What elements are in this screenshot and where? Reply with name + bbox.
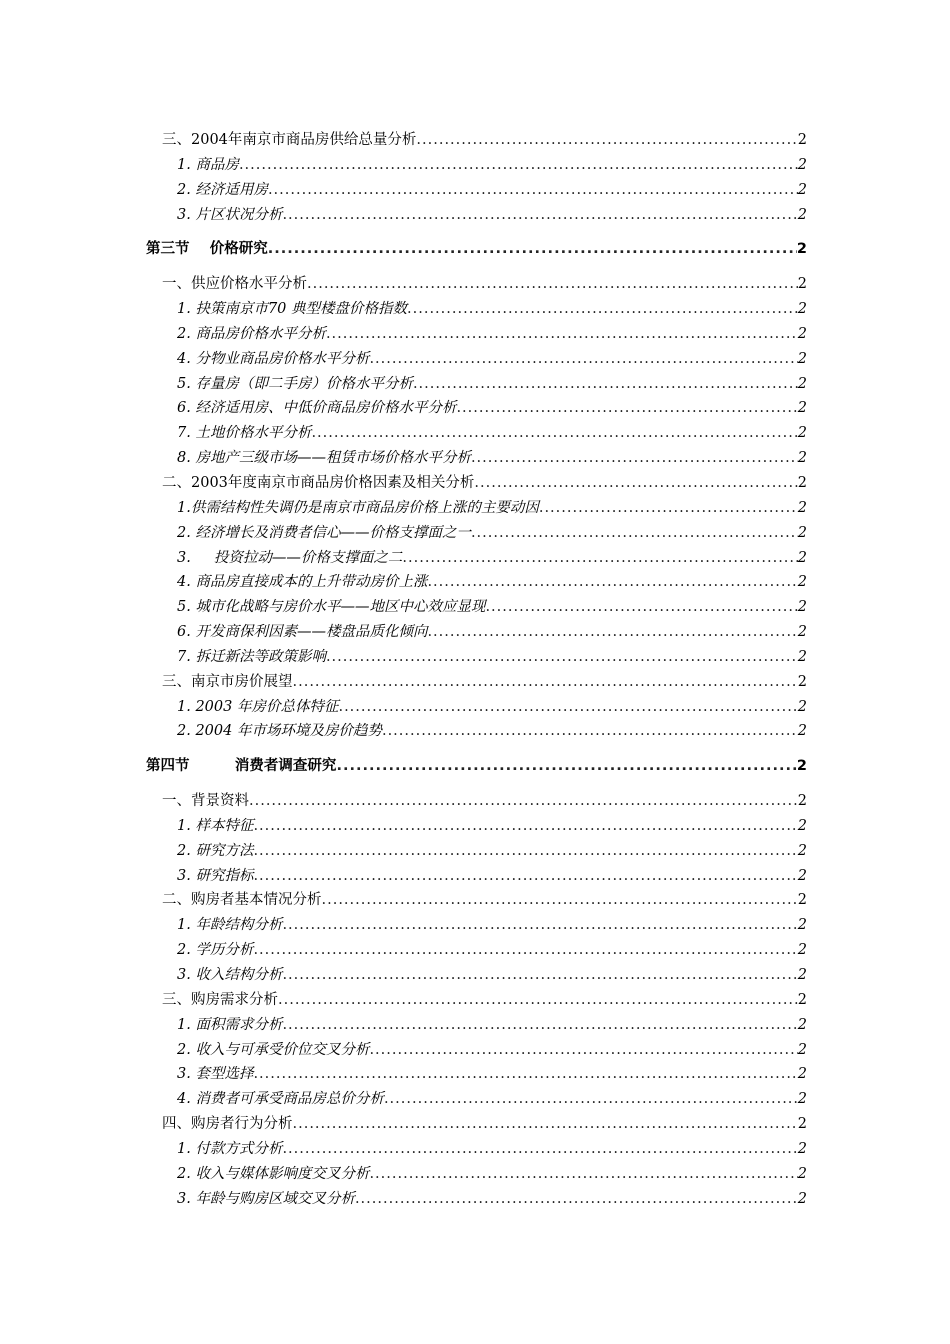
toc-entry-level2[interactable] [0,128,950,153]
toc-page-number: 2 [797,817,807,834]
dot-leader [369,347,797,372]
toc-entry-title: 1. 抉策南京市70 典型楼盘价格指数 [177,301,408,318]
dot-leader [427,620,797,645]
toc-page-number: 2 [797,1041,807,1058]
section-spacer [0,744,950,754]
toc-entry-level3[interactable] [0,620,950,645]
toc-section-heading[interactable] [0,754,950,779]
toc-page-number: 2 [797,425,807,442]
toc-entry-title: 7. 拆迁新法等政策影响 [177,648,326,665]
dot-leader [539,496,798,521]
dot-leader [253,938,797,963]
toc-entry-title: 4. 商品房直接成本的上升带动房价上涨 [177,574,428,591]
toc-entry-level3[interactable] [0,645,950,670]
toc-page-number: 2 [797,574,807,591]
toc-entry-title: 3. 收入结构分析 [177,967,283,983]
toc-page-number: 2 [797,1016,807,1033]
dot-leader [282,203,797,228]
toc-page-number: 2 [797,991,807,1008]
dot-leader [293,670,798,695]
toc-entry-title: 四、购房者行为分析 [162,1116,293,1133]
dot-leader [278,988,798,1013]
toc-page-number: 2 [797,1116,807,1133]
dot-leader [336,754,796,779]
toc-entry-title: 2. 研究方法 [177,842,254,859]
toc-entry-title: 3. 投资拉动——价格支撑面之二 [177,549,403,566]
toc-entry-level3[interactable] [0,546,950,571]
dot-leader [338,695,797,720]
toc-page-number: 2 [797,549,807,566]
toc-page-number: 2 [797,867,807,884]
table-of-contents [0,128,950,1211]
section-spacer [0,779,950,789]
toc-entry-level3[interactable] [0,372,950,397]
toc-page-number: 2 [797,400,807,417]
toc-entry-level3[interactable] [0,521,950,546]
toc-entry-level2[interactable] [0,789,950,814]
toc-page-number: 2 [797,301,807,318]
toc-entry-level3[interactable] [0,570,950,595]
toc-page-number: 2 [796,758,807,775]
toc-entry-title: 2. 收入与可承受价位交叉分析 [177,1041,370,1058]
toc-page-number: 2 [797,206,807,223]
toc-entry-title: 3. 套型选择 [177,1066,254,1083]
dot-leader [369,1162,797,1187]
dot-leader [253,864,797,889]
toc-page-number: 2 [796,241,807,258]
toc-entry-title: 5. 存量房（即二手房）价格水平分析 [177,375,413,392]
toc-entry-level2[interactable] [0,1112,950,1137]
toc-page-number: 2 [797,842,807,859]
dot-leader [293,1112,798,1137]
toc-page-number: 2 [797,1091,807,1108]
dot-leader [322,888,798,913]
dot-leader [456,396,797,421]
dot-leader [416,128,797,153]
toc-page-number: 2 [797,350,807,367]
toc-page-number: 2 [797,1066,807,1083]
dot-leader [268,237,797,262]
dot-leader [282,913,797,938]
dot-leader [253,1062,797,1087]
toc-page-number: 2 [797,698,807,715]
toc-entry-title: 4. 分物业商品房价格水平分析 [177,350,370,367]
toc-page-number: 2 [797,375,807,392]
toc-entry-title: 1.供需结构性失调仍是南京市商品房价格上涨的主要动因 [177,499,539,516]
toc-entry-title: 一、供应价格水平分析 [162,276,307,293]
toc-entry-level3[interactable] [0,446,950,471]
toc-entry-level3[interactable] [0,814,950,839]
dot-leader [311,421,797,446]
toc-page-number: 2 [797,499,807,516]
toc-entry-title: 1. 商品房 [177,156,239,173]
toc-entry-title: 5. 城市化战略与房价水平——地区中心效应显现 [177,599,486,616]
toc-entry-title: 二、购房者基本情况分析 [162,892,322,909]
toc-entry-title: 4. 消费者可承受商品房总价分析 [177,1091,384,1108]
toc-entry-title: 1. 年龄结构分析 [177,917,283,934]
toc-entry-title: 2. 经济适用房 [177,181,268,198]
dot-leader [239,153,798,178]
toc-entry-level3[interactable] [0,153,950,178]
toc-entry-title: 第四节 消费者调查研究 [146,758,337,775]
toc-entry-level3[interactable] [0,595,950,620]
toc-page-number: 2 [797,967,807,983]
toc-entry-level2[interactable] [0,471,950,496]
dot-leader [355,1187,798,1212]
toc-page-number: 2 [797,892,807,909]
toc-entry-level3[interactable] [0,864,950,889]
toc-entry-level3[interactable] [0,421,950,446]
dot-leader [485,595,797,620]
toc-entry-title: 6. 开发商保利因素——楼盘品质化倾向 [177,624,428,641]
toc-page-number: 2 [797,156,807,173]
toc-entry-title: 一、背景资料 [162,793,249,810]
toc-page-number: 2 [797,624,807,641]
toc-entry-title: 2. 收入与媒体影响度交叉分析 [177,1165,370,1182]
dot-leader [471,446,798,471]
toc-page-number: 2 [797,474,807,491]
toc-entry-level2[interactable] [0,888,950,913]
toc-entry-level3[interactable] [0,347,950,372]
toc-page-number: 2 [797,599,807,616]
dot-leader [384,1087,798,1112]
toc-page-number: 2 [797,524,807,541]
toc-entry-level3[interactable] [0,938,950,963]
toc-entry-title: 3. 年龄与购房区域交叉分析 [177,1190,355,1207]
toc-entry-level3[interactable] [0,839,950,864]
toc-entry-title: 1. 样本特征 [177,817,254,834]
dot-leader [413,372,798,397]
toc-entry-title: 8. 房地产三级市场——租赁市场价格水平分析 [177,450,471,467]
dot-leader [282,1137,797,1162]
toc-page-number: 2 [797,793,807,810]
dot-leader [282,963,797,988]
toc-entry-level3[interactable] [0,396,950,421]
toc-entry-title: 三、南京市房价展望 [162,673,293,690]
toc-entry-level3[interactable] [0,1187,950,1212]
dot-leader [253,814,797,839]
dot-leader [326,322,798,347]
toc-entry-level3[interactable] [0,496,950,521]
toc-entry-title: 2. 2004 年市场环境及房价趋势 [177,723,382,740]
toc-page-number: 2 [797,673,807,690]
toc-entry-title: 1. 付款方式分析 [177,1140,283,1157]
toc-entry-title: 2. 经济增长及消费者信心——价格支撑面之一 [177,524,471,541]
toc-entry-title: 1. 面积需求分析 [177,1016,283,1033]
dot-leader [369,1038,797,1063]
toc-entry-level3[interactable] [0,1137,950,1162]
toc-entry-title: 6. 经济适用房、中低价商品房价格水平分析 [177,400,457,417]
toc-entry-title: 2. 商品房价格水平分析 [177,325,326,342]
toc-entry-level3[interactable] [0,322,950,347]
toc-entry-level2[interactable] [0,988,950,1013]
dot-leader [268,178,798,203]
toc-entry-level2[interactable] [0,272,950,297]
dot-leader [282,1013,797,1038]
toc-page-number: 2 [797,648,807,665]
toc-page-number: 2 [797,1140,807,1157]
toc-page-number: 2 [797,723,807,740]
dot-leader [382,719,798,744]
toc-entry-level3[interactable] [0,178,950,203]
dot-leader [427,570,797,595]
toc-entry-level3[interactable] [0,963,950,988]
dot-leader [307,272,798,297]
toc-page-number: 2 [797,450,807,467]
toc-page-number: 2 [797,1165,807,1182]
dot-leader [249,789,798,814]
toc-page-number: 2 [797,181,807,198]
dot-leader [407,297,798,322]
toc-entry-title: 7. 土地价格水平分析 [177,425,312,442]
toc-entry-level3[interactable] [0,297,950,322]
toc-page-number: 2 [797,132,807,148]
section-spacer [0,262,950,272]
toc-entry-level3[interactable] [0,913,950,938]
toc-entry-title: 1. 2003 年房价总体特征 [177,698,339,715]
toc-page-number: 2 [797,1190,807,1207]
toc-entry-level3[interactable] [0,719,950,744]
toc-entry-title: 二、2003年度南京市商品房价格因素及相关分析 [162,474,475,491]
toc-entry-title: 第三节 价格研究 [146,241,268,258]
toc-page-number: 2 [797,325,807,342]
toc-entry-level3[interactable] [0,1062,950,1087]
toc-entry-title: 3. 片区状况分析 [177,206,283,223]
toc-section-heading[interactable] [0,237,950,262]
dot-leader [326,645,798,670]
toc-entry-level2[interactable] [0,670,950,695]
dot-leader [474,471,797,496]
dot-leader [471,521,798,546]
toc-entry-title: 三、购房需求分析 [162,991,278,1008]
section-spacer [0,227,950,237]
toc-entry-level3[interactable] [0,1087,950,1112]
toc-page-number: 2 [797,917,807,934]
toc-entry-level3[interactable] [0,695,950,720]
toc-entry-level3[interactable] [0,1013,950,1038]
toc-entry-title: 3. 研究指标 [177,867,254,884]
toc-entry-level3[interactable] [0,203,950,228]
toc-entry-title: 三、2004年南京市商品房供给总量分析 [162,132,417,148]
toc-page-number: 2 [797,942,807,959]
toc-entry-level3[interactable] [0,1038,950,1063]
toc-entry-level3[interactable] [0,1162,950,1187]
dot-leader [253,839,797,864]
dot-leader [402,546,797,571]
toc-page-number: 2 [797,276,807,293]
toc-entry-title: 2. 学历分析 [177,942,254,959]
